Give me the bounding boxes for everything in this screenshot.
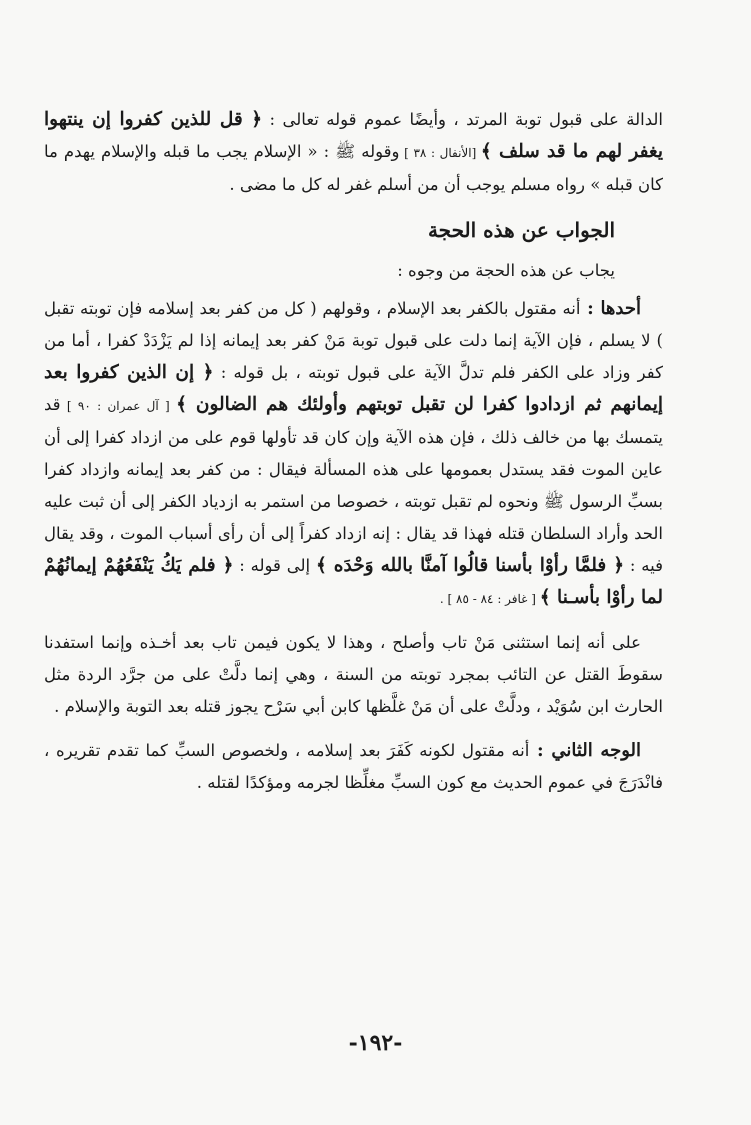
text-span: وقوله ﷺ : « الإسلام يجب ما قبله والإسلام يهدم ما كان قبله » رواه مسلم يوجب أن من أسلم غفر له كل ما مضى .	[44, 142, 663, 194]
quran-quote: ﴿ إن الذين كفروا بعد إيمانهم ثم ازدادوا كفرا لن تقبل توبتهم وأولئك هم الضالون ﴾	[44, 362, 664, 415]
text-span: أنه مقتول بالكفر بعد الإسلام ، وقولهم ( كل من كفر بعد إسلامه فإن توبته تقبل ) لا يسلم ، فإن الآية إنما دلت على قبول توبة مَنْ كفر بعد إيمانه إذا لم يَزْدَدْ كفرا ، أما من كفر وزاد على الكفر فلم تدلَّ الآية على قبول توبته ، بل قوله :	[44, 299, 663, 382]
verse-reference: [ آل عمران : ٩٠ ]	[60, 399, 177, 413]
text-span: إلى قوله :	[233, 556, 316, 575]
text-span: أنه مقتول لكونه كَفَرَ بعد إسلامه ، ولخصوص السبِّ كما تقدم تقريره ، فانْدَرَجَ في عموم الحديث مع كون السبِّ مغلِّظا لجرمه ومؤكدًا لقتله .	[44, 741, 663, 792]
paragraph-second-aspect	[44, 735, 663, 799]
aspect-label: الوجه الثاني :	[529, 740, 641, 761]
section-heading: الجواب عن هذه الحجة	[427, 218, 615, 242]
intro-line: يجاب عن هذه الحجة من وجوه :	[397, 261, 615, 280]
text-span: قد يتمسك بها من خالف ذلك ، فإن هذه الآية وإن كان قد تأولها قوم على من ازداد كفرا إلى أن عاين الموت فقد يستدل بعمومها على هذه المسألة فيقال : من كفر بعد إيمانه وازداد كفرا بسبِّ الرسول ﷺ ونحوه لم تقبل توبته ، خصوصا من استمر به ازدياد الكفر إلى أن ثبت عليه الحد وأراد السلطان قتله فهذا قد يقال : إنه ازداد كفراً إلى أن رأى أسباب الموت ، وقد يقال فيه :	[44, 395, 664, 575]
quran-quote: ﴿ قل للذين كفروا إن ينتهوا يغفر لهم ما قد سلف ﴾	[44, 109, 663, 162]
verse-reference: [الأنفال : ٣٨ ]	[399, 146, 481, 160]
quran-quote: ﴿ فلم يَكُ يَنْفَعُهُمْ إيمانُهُمْ لما رأوْا بأسـنا ﴾	[44, 555, 663, 608]
paragraph-3: على أنه إنما استثنى مَنْ تاب وأصلح ، وهذا لا يكون فيمن تاب بعد أخـذه وإنما استفدنا سقوطَ القتل عن التائب بمجرد توبته من السنة ، وهي إنما دلَّتْ على من جرَّد الردة مثل الحارث ابن سُوَيْد ، ودلَّتْ على أن مَنْ غلَّظها كابن أبي سَرْح يجوز قتله بعد التوبة والإسلام .	[44, 633, 663, 716]
paragraph-first-aspect	[44, 293, 663, 615]
quran-quote: ﴿ فلمَّا رأوْا بأسنا قالُوا آمنَّا بالله وَحْدَه ﴾	[315, 555, 625, 576]
text-span: الدالة على قبول توبة المرتد ، وأيضًا عموم قوله تعالى :	[262, 110, 664, 129]
paragraph-1	[44, 104, 663, 201]
verse-reference: [ غافر : ٨٤ - ٨٥ ] .	[439, 592, 540, 606]
page-body	[44, 104, 663, 799]
page-number: -١٩٢-	[348, 1030, 403, 1056]
aspect-label: أحدها :	[580, 298, 641, 319]
